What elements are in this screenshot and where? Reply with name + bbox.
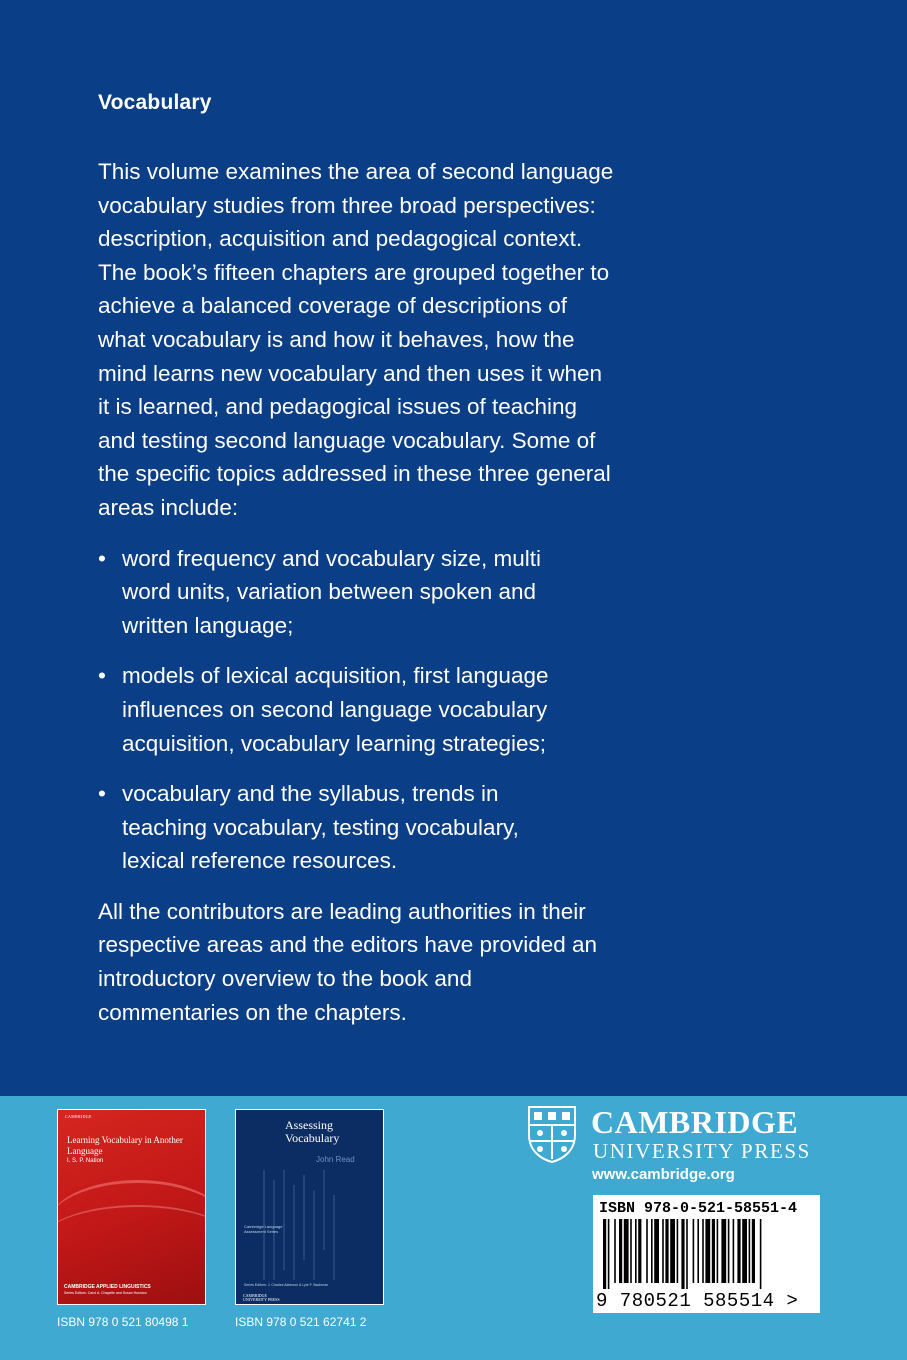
list-item <box>98 542 578 643</box>
book-publisher-line1: CAMBRIDGE <box>243 1293 268 1298</box>
barcode-bar <box>681 1219 684 1289</box>
list-item <box>98 659 578 760</box>
bullet-icon: • <box>98 545 106 571</box>
publisher-press: UNIVERSITY PRESS <box>593 1139 811 1163</box>
barcode-bar <box>760 1219 762 1289</box>
book-title: Learning Vocabulary in Another Language <box>67 1135 183 1156</box>
list-item-text: word frequency and vocabulary size, multi word units, variation between spoken and written language; <box>122 545 541 638</box>
barcode-bar <box>737 1219 740 1283</box>
barcode-bar <box>651 1219 653 1283</box>
book-publisher <box>243 1294 280 1302</box>
blurb-outro: All the contributors are leading authorities in their respective areas and the editors have provided an introductory overview to the book and commentaries on the chapters. <box>98 898 598 1025</box>
barcode-bar <box>752 1219 755 1283</box>
book-publisher: CAMBRIDGE <box>65 1114 92 1119</box>
barcode-bar <box>608 1219 610 1289</box>
barcode-bar <box>686 1219 688 1289</box>
topic-list <box>98 542 618 878</box>
bullet-icon: • <box>98 781 106 807</box>
barcode-bar <box>654 1219 659 1283</box>
barcode-bar <box>638 1219 641 1283</box>
barcode-bar <box>749 1219 751 1283</box>
related-book-cover-nation <box>57 1109 206 1305</box>
book-author: John Read <box>316 1155 355 1164</box>
book-series: Cambridge Language Assessment Series <box>244 1224 283 1234</box>
barcode-bar <box>721 1219 726 1283</box>
barcode-bar <box>619 1219 622 1283</box>
cover-title: Vocabulary <box>98 91 212 114</box>
barcode-bar <box>705 1219 710 1283</box>
publisher-name: CAMBRIDGE <box>591 1104 799 1140</box>
barcode-bar <box>665 1219 668 1283</box>
book-publisher-line2: UNIVERSITY PRESS <box>243 1297 280 1302</box>
related-book-cover-read <box>235 1109 384 1305</box>
barcode-bar <box>662 1219 664 1283</box>
related-book-isbn: ISBN 978 0 521 80498 1 <box>57 1315 189 1329</box>
book-editors: Series Editors: Carol A. Chapelle and Susan Hunston <box>64 1291 147 1295</box>
blurb <box>98 155 618 1029</box>
barcode-bar <box>733 1219 735 1283</box>
decorative-swoosh <box>57 1205 206 1285</box>
barcode-bar <box>677 1219 679 1283</box>
blurb-intro: This volume examines the area of second language vocabulary studies from three broad perspectives: description, acquisition and pedagogical context. The book’s fifteen chapters are grouped together to achieve a balanced coverage of descriptions of what vocabulary is and how it behaves, how the mind learns new vocabulary and then uses it when it is learned, and pedagogical issues of teaching and testing second language vocabulary. Some of the specific topics addressed in these three general areas include: <box>98 159 614 520</box>
isbn-barcode <box>593 1195 820 1313</box>
barcode-digits: 9 780521 585514 > <box>596 1290 799 1312</box>
barcode-bar <box>702 1219 704 1283</box>
barcode-bar <box>728 1219 730 1283</box>
book-editors: Series Editors: J. Charles Alderson & Lyle F. Bachman <box>244 1283 329 1287</box>
barcode-bar <box>624 1219 629 1283</box>
barcode-bar <box>635 1219 637 1283</box>
cambridge-crest-icon <box>527 1105 577 1163</box>
barcode-isbn-label: ISBN 978-0-521-58551-4 <box>599 1200 798 1217</box>
barcode-bar <box>717 1219 719 1283</box>
book-series: CAMBRIDGE APPLIED LINGUISTICS <box>64 1284 151 1290</box>
list-item <box>98 777 578 878</box>
related-book-isbn: ISBN 978 0 521 62741 2 <box>235 1315 367 1329</box>
publisher-url: www.cambridge.org <box>592 1166 735 1183</box>
barcode-bar <box>693 1219 695 1283</box>
barcode-bar <box>712 1219 715 1283</box>
barcode-bar <box>742 1219 747 1283</box>
barcode-bar <box>614 1219 616 1283</box>
book-author: I. S. P. Nation <box>67 1158 104 1164</box>
barcode-bars-icon <box>603 1219 810 1289</box>
list-item-text: models of lexical acquisition, first language influences on second language vocabulary acquisition, vocabulary learning strategies; <box>122 663 549 756</box>
barcode-bar <box>670 1219 675 1283</box>
barcode-bar <box>630 1219 632 1283</box>
barcode-bar <box>646 1219 648 1283</box>
barcode-bar <box>697 1219 699 1283</box>
barcode-bar <box>603 1219 606 1289</box>
book-title: Assessing Vocabulary <box>285 1118 340 1145</box>
bullet-icon: • <box>98 663 106 689</box>
list-item-text: vocabulary and the syllabus, trends in teaching vocabulary, testing vocabulary, lexical reference resources. <box>122 781 519 874</box>
